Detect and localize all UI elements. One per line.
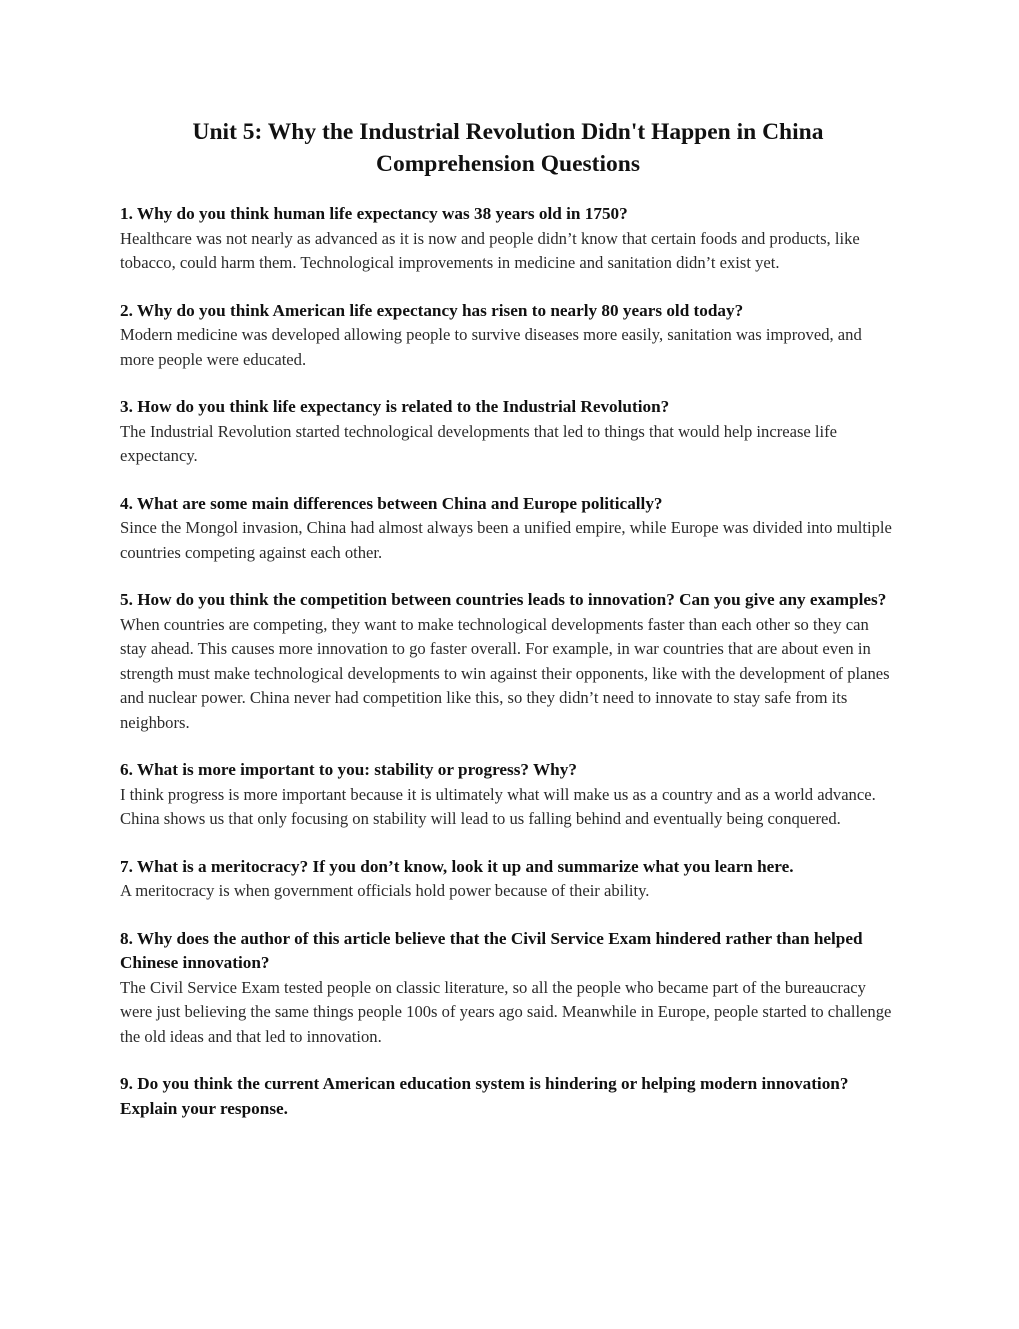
answer-2: Modern medicine was developed allowing people to survive diseases more easily, sanitation was improved, and more people were educated. xyxy=(120,325,862,369)
question-block-7 xyxy=(120,855,896,904)
question-block-2 xyxy=(120,299,896,373)
question-block-5 xyxy=(120,588,896,735)
question-7: 7. What is a meritocracy? If you don’t know, look it up and summarize what you learn here. xyxy=(120,856,794,876)
questions-list xyxy=(120,202,896,1144)
question-3: 3. How do you think life expectancy is related to the Industrial Revolution? xyxy=(120,397,670,416)
question-4: 4. What are some main differences between China and Europe politically? xyxy=(120,493,663,513)
question-1: 1. Why do you think human life expectancy was 38 years old in 1750? xyxy=(120,204,628,223)
question-block-8 xyxy=(120,927,896,1050)
answer-4: Since the Mongol invasion, China had almost always been a unified empire, while Europe was divided into multiple countries competing against each other. xyxy=(120,518,892,562)
question-block-9 xyxy=(120,1072,896,1121)
title-line-2: Comprehension Questions xyxy=(376,151,640,177)
question-2: 2. Why do you think American life expectancy has risen to nearly 80 years old today? xyxy=(120,300,744,320)
answer-6: I think progress is more important because it is ultimately what will make us as a country and as a world advance. China shows us that only focusing on stability will lead to us falling behind and eventually being conquered. xyxy=(120,784,876,828)
answer-5: When countries are competing, they want to make technological developments faster than each other so they can stay ahead. This causes more innovation to go faster overall. For example, in war countries that are about even in strength must make technological developments to win against their opponents, like with the development of planes and nuclear power. China never had competition like this, so they didn’t need to innovate to stay safe from its neighbors. xyxy=(120,614,890,732)
question-5: 5. How do you think the competition between countries leads to innovation? Can you give any examples? xyxy=(120,590,887,609)
answer-1: Healthcare was not nearly as advanced as it is now and people didn’t know that certain foods and products, like tobacco, could harm them. Technological improvements in medicine and sanitation didn’t exist yet. xyxy=(120,228,860,272)
answer-8: The Civil Service Exam tested people on classic literature, so all the people who became part of the bureaucracy were just believing the same things people 100s of years ago said. Meanwhile in Europe, people started to challenge the old ideas and that led to innovation. xyxy=(120,977,892,1046)
answer-7: A meritocracy is when government officials hold power because of their ability. xyxy=(120,881,650,900)
question-8: 8. Why does the author of this article believe that the Civil Service Exam hindered rather than helped Chinese innovation? xyxy=(120,928,863,972)
page-title xyxy=(120,116,896,180)
question-9: 9. Do you think the current American education system is hindering or helping modern innovation? Explain your response. xyxy=(120,1074,849,1118)
answer-3: The Industrial Revolution started technological developments that led to things that would help increase life expectancy. xyxy=(120,421,838,465)
question-block-3 xyxy=(120,395,896,469)
question-block-4 xyxy=(120,492,896,566)
question-block-1 xyxy=(120,202,896,276)
question-block-6 xyxy=(120,758,896,832)
question-6: 6. What is more important to you: stability or progress? Why? xyxy=(120,760,577,779)
title-line-1: Unit 5: Why the Industrial Revolution Didn't Happen in China xyxy=(192,119,824,145)
